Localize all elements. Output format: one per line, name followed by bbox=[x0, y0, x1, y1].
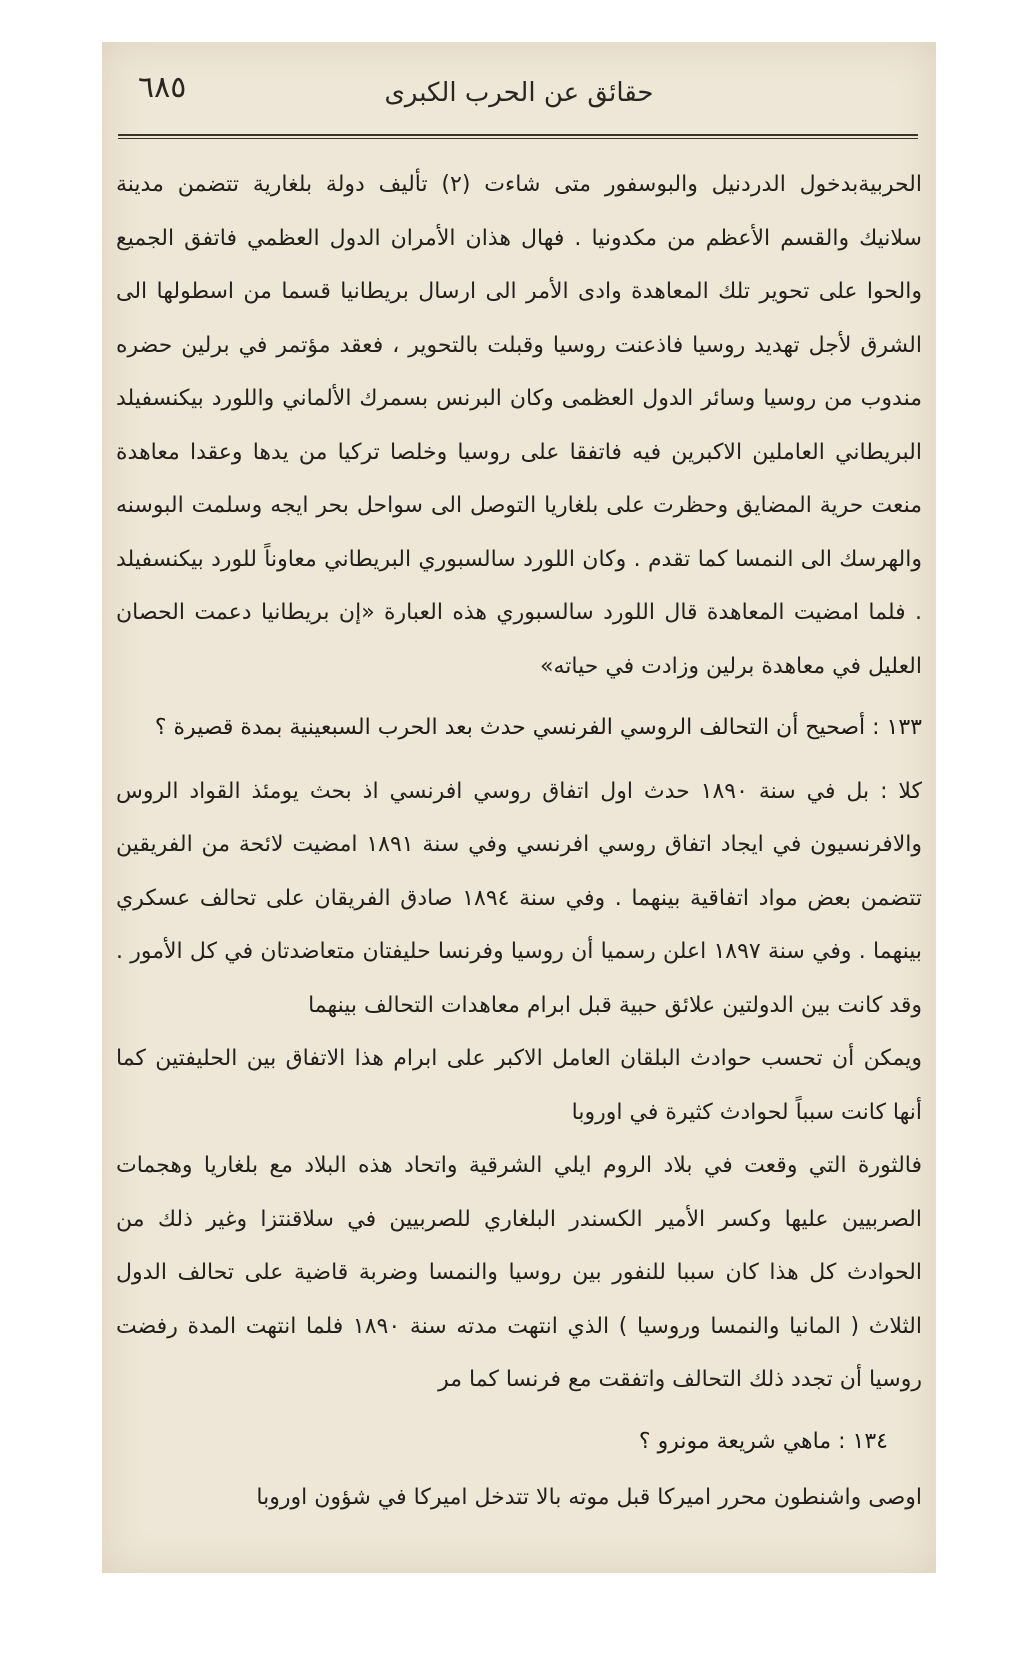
paragraph-revolution: فالثورة التي وقعت في بلاد الروم ايلي الشرقية واتحاد هذه البلاد مع بلغاريا وهجمات الصربيين عليها وكسر الأمير الكسندر البلغاري للصربيين في سلاقنتزا وغير ذلك من الحوادث كل هذا كان سببا للنفور بين روسيا والنمسا وضربة قاضية على تحالف الدول الثلاث ( المانيا والنمسا وروسيا ) الذي انتهت مدته سنة ١٨٩٠ فلما انتهت المدة رفضت روسيا أن تجدد ذلك التحالف واتفقت مع فرنسا كما مر bbox=[116, 1153, 922, 1392]
header-rule bbox=[118, 134, 918, 136]
page-number: ٦٨٥ bbox=[138, 70, 187, 105]
question-133 bbox=[116, 701, 922, 755]
book-page bbox=[102, 42, 936, 1573]
paragraph-berlin-treaty: الحربيةبدخول الدردنيل والبوسفور متى شاءت (٢) تأليف دولة بلغارية تتضمن مدينة سلانيك والقسم الأعظم من مكدونيا . فهال هذان الأمران الدول العظمي فاتفق الجميع والحوا على تحوير تلك المعاهدة وادى الأمر الى ارسال بريطانيا قسما من اسطولها الى الشرق لأجل تهديد روسيا فاذعنت روسيا وقبلت بالتحوير ، فعقد مؤتمر في برلين حضره مندوب من روسيا وسائر الدول العظمى وكان البرنس بسمرك الألماني واللورد بيكنسفيلد البريطاني العاملين الاكبرين فيه فاتفقا على روسيا وخلصا تركيا من يدها وعقدا معاهدة منعت حرية المضايق وحظرت على بلغاريا التوصل الى سواحل بحر ايجه وسلمت البوسنه والهرسك الى النمسا كما تقدم . وكان اللورد سالسبوري البريطاني معاوناً للورد بيكنسفيلد . فلما امضيت المعاهدة قال اللورد سالسبوري هذه العبارة «إن بريطانيا دعمت الحصان العليل في معاهدة برلين وزادت في حياته» bbox=[116, 172, 922, 679]
question-133-heading: ١٣٣ : أصحيح أن التحالف الروسي الفرنسي حدث بعد الحرب السبعينية بمدة قصيرة ؟ bbox=[154, 715, 922, 740]
running-title: حقائق عن الحرب الكبرى bbox=[384, 78, 654, 108]
paragraph-answer-133: كلا : بل في سنة ١٨٩٠ حدث اول اتفاق روسي افرنسي اذ بحث يومئذ القواد الروس والافرنسيون في ايجاد اتفاق روسي افرنسي وفي سنة ١٨٩١ امضيت لائحة من الفريقين تتضمن بعض مواد اتفاقية بينهما . وفي سنة ١٨٩٤ صادق الفريقان على تحالف عسكري بينهما . وفي سنة ١٨٩٧ اعلن رسميا أن روسيا وفرنسا حليفتان متعاضدتان في كل الأمور . وقد كانت بين الدولتين علائق حبية قبل ابرام معاهدات التحالف بينهما bbox=[116, 778, 923, 1018]
paragraph-balkan-events: ويمكن أن تحسب حوادث البلقان العامل الاكبر على ابرام هذا الاتفاق بين الحليفتين كما أنها كانت سبباً لحوادث كثيرة في اوروبا bbox=[116, 1046, 922, 1125]
paragraph-monroe: اوصى واشنطون محرر اميركا قبل موته بالا تتدخل اميركا في شؤون اوروبا bbox=[256, 1485, 922, 1510]
page-body bbox=[116, 150, 922, 1524]
question-134-heading: ١٣٤ : ماهي شريعة مونرو ؟ bbox=[638, 1428, 888, 1454]
header-rule-thin bbox=[118, 138, 918, 139]
page-header bbox=[102, 42, 936, 132]
